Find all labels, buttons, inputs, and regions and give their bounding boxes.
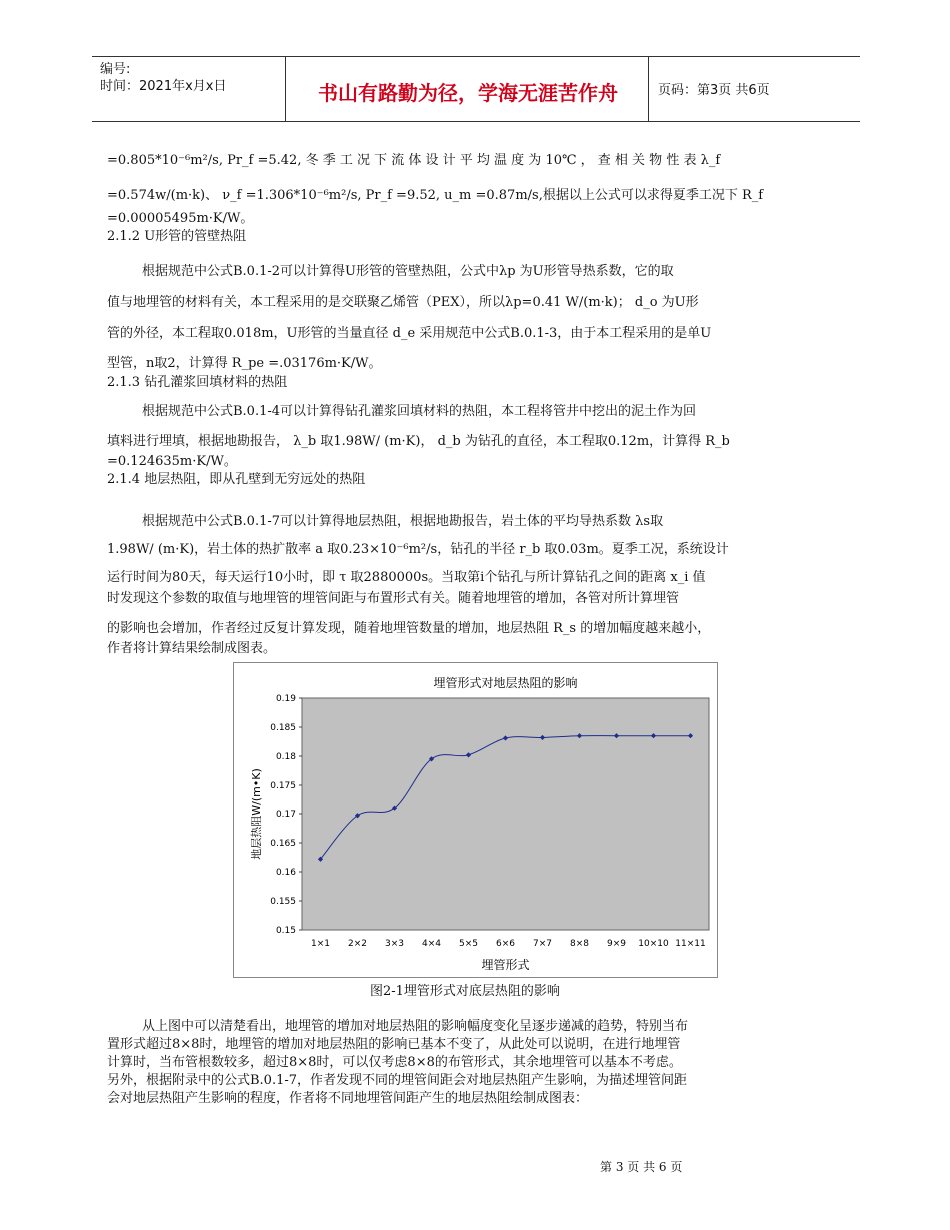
body-line: 的影响也会增加，作者经过反复计算发现，随着地埋管数量的增加，地层热阻 R_s 的增加幅度越来越小， [107,621,711,636]
body-line: =0.124635m·K/W。 [107,454,237,469]
y-tick-label: 0.155 [270,897,296,907]
y-tick-label: 0.18 [275,752,296,762]
body-line: 1.98W/ (m·K)，岩土体的热扩散率 a 取0.23×10⁻⁶m²/s，钻孔的半径 r_b 取0.03m。夏季工况，系统设计 [107,542,729,557]
body-line: 会对地层热阻产生影响的程度，作者将不同地埋管间距产生的地层热阻绘制成图表： [107,1091,589,1106]
body-line: =0.00005495m·K/W。 [107,211,254,226]
page-header [92,56,860,122]
x-tick-label: 8×8 [570,939,589,949]
body-line: 另外，根据附录中的公式B.0.1-7，作者发现不同的埋管间距会对地层热阻产生影响，为描述埋管间距 [107,1073,688,1088]
chart-frame [233,662,718,978]
x-tick-label: 2×2 [348,939,367,949]
body-line: 时发现这个参数的取值与地埋管的埋管间距与布置形式有关。随着地埋管的增加，各管对所计算埋管 [107,591,680,606]
body-line: =0.574w/(m·k)、 ν_f =1.306*10⁻⁶m²/s, Pr_f =9.52, u_m =0.87m/s,根据以上公式可以求得夏季工况下 R_f [107,188,764,203]
x-tick-label: 11×11 [675,939,706,949]
chart-title: 埋管形式对地层热阻的影响 [433,676,578,690]
body-line: 运行时间为80天，每天运行10小时，即 τ 取2880000s。当取第i个钻孔与所计算钻孔之间的距离 x_i 值 [107,570,706,585]
section-heading: 2.1.3 钻孔灌浆回填材料的热阻 [107,375,288,390]
body-line: 填料进行埋填，根据地勘报告， λ_b 取1.98W/ (m·K)， d_b 为钻孔的直径，本工程取0.12m，计算得 R_b [107,434,730,449]
x-tick-label: 9×9 [607,939,626,949]
x-tick-label: 1×1 [311,939,330,949]
y-tick-label: 0.19 [275,694,296,704]
body-line: 管的外径，本工程取0.018m，U形管的当量直径 d_e 采用规范中公式B.0.1-3，由于本工程采用的是单U [107,326,712,341]
x-tick-label: 5×5 [459,939,478,949]
body-line: 作者将计算结果绘制成图表。 [107,641,277,656]
header-motto: 书山有路勤为径，学海无涯苦作舟 [318,81,618,105]
x-tick-label: 6×6 [496,939,515,949]
body-line: =0.805*10⁻⁶m²/s, Pr_f =5.42, 冬 季 工 况 下 流 体 设 计 平 均 温 度 为 10℃ ， 查 相 关 物 性 表 λ_f [107,153,721,168]
header-page-info: 页码：第3页 共6页 [658,83,770,98]
body-line: 从上图中可以清楚看出，地埋管的增加对地层热阻的影响幅度变化呈逐步递减的趋势，特别当布 [142,1019,689,1034]
line-chart [234,663,717,977]
body-line: 型管，n取2，计算得 R_pe =.03176m·K/W。 [107,356,382,371]
x-tick-label: 3×3 [385,939,404,949]
y-tick-label: 0.165 [270,839,296,849]
y-axis-label: 地层热阻W/(m•K) [250,768,263,860]
header-divider [648,57,649,121]
doc-time-label: 时间：2021年x月x日 [100,79,227,94]
header-left [100,61,226,95]
body-line: 根据规范中公式B.0.1-7可以计算得地层热阻，根据地勘报告，岩土体的平均导热系数 λs取 [142,514,664,529]
x-tick-label: 4×4 [422,939,441,949]
x-tick-label: 10×10 [638,939,669,949]
section-heading: 2.1.2 U形管的管壁热阻 [107,229,247,244]
figure-caption: 图2-1埋管形式对底层热阻的影响 [370,984,560,999]
body-line: 置形式超过8×8时，地埋管的增加对地层热阻的影响已基本不变了，从此处可以说明，在进行地埋管 [107,1037,681,1052]
body-line: 计算时，当布管根数较多，超过8×8时，可以仅考虑8×8的布管形式，其余地埋管可以基本不考虑。 [107,1055,682,1070]
header-divider [285,57,286,121]
y-tick-label: 0.15 [275,926,296,936]
y-tick-label: 0.17 [275,810,296,820]
y-tick-label: 0.175 [270,781,296,791]
body-line: 值与地埋管的材料有关，本工程采用的是交联聚乙烯管（PEX），所以λp=0.41 W/(m·k)； d_o 为U形 [107,295,699,310]
section-heading: 2.1.4 地层热阻，即从孔壁到无穷远处的热阻 [107,472,366,487]
y-tick-label: 0.185 [270,723,296,733]
plot-area [302,698,709,930]
x-axis-label: 埋管形式 [481,958,530,972]
page-footer: 第 3 页 共 6 页 [600,1160,683,1174]
y-tick-label: 0.16 [275,868,296,878]
body-line: 根据规范中公式B.0.1-4可以计算得钻孔灌浆回填材料的热阻，本工程将管井中挖出的泥土作为回 [142,404,697,419]
body-line: 根据规范中公式B.0.1-2可以计算得U形管的管壁热阻，公式中λp 为U形管导热系数，它的取 [142,264,674,279]
doc-code-label: 编号: [100,62,131,77]
x-tick-label: 7×7 [533,939,552,949]
